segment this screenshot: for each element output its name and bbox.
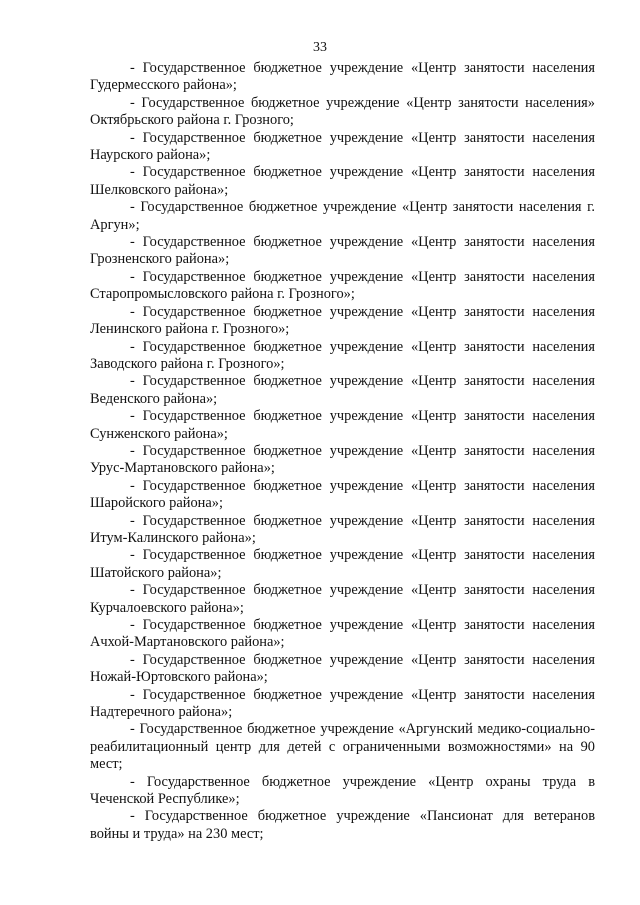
- list-item: - Государственное бюджетное учреждение «Центр занятости населения Урус-Мартановского района»;: [90, 442, 595, 477]
- list-item: - Государственное бюджетное учреждение «Центр занятости населения Гудермесского района»;: [90, 60, 595, 94]
- list-item: - Государственное бюджетное учреждение «Центр занятости населения» Октябрьского района г. Грозного;: [90, 94, 595, 129]
- list-item: - Государственное бюджетное учреждение «Центр занятости населения Ачхой-Мартановского района»;: [90, 617, 595, 651]
- list-item: - Государственное бюджетное учреждение «Центр занятости населения Шатойского района»;: [90, 547, 595, 581]
- list-item: - Государственное бюджетное учреждение «Центр занятости населения г. Аргун»;: [90, 199, 595, 233]
- list-item: - Государственное бюджетное учреждение «Центр занятости населения Итум-Калинского района»;: [90, 512, 595, 546]
- list-item: - Государственное бюджетное учреждение «Центр занятости населения Надтеречного района»;: [90, 686, 595, 721]
- institution-list: [90, 60, 595, 843]
- list-item: - Государственное бюджетное учреждение «Центр занятости населения Заводского района г. Грозного»;: [90, 338, 595, 372]
- list-item: - Государственное бюджетное учреждение «Центр занятости населения Ножай-Юртовского района»;: [90, 651, 595, 686]
- list-item: - Государственное бюджетное учреждение «Центр занятости населения Курчалоевского района»;: [90, 582, 595, 616]
- list-item: - Государственное бюджетное учреждение «Центр занятости населения Наурского района»;: [90, 129, 595, 164]
- list-item: - Государственное бюджетное учреждение «Центр занятости населения Сунженского района»;: [90, 408, 595, 442]
- page-number: 33: [313, 40, 327, 55]
- list-item: - Государственное бюджетное учреждение «Центр занятости населения Старопромысловского района г. Грозного»;: [90, 268, 595, 303]
- list-item: - Государственное бюджетное учреждение «Центр занятости населения Грозненского района»;: [90, 234, 595, 268]
- list-item: - Государственное бюджетное учреждение «Центр занятости населения Шелковского района»;: [90, 164, 595, 198]
- list-item: - Государственное бюджетное учреждение «Центр охраны труда в Чеченской Республике»;: [90, 773, 595, 808]
- list-item: - Государственное бюджетное учреждение «Аргунский медико-социально-реабилитационный центр для детей с ограниченными возможностями» на 90 мест;: [90, 721, 595, 773]
- list-item: - Государственное бюджетное учреждение «Пансионат для ветеранов войны и труда» на 230 мест;: [90, 808, 595, 842]
- list-item: - Государственное бюджетное учреждение «Центр занятости населения Шаройского района»;: [90, 477, 595, 512]
- list-item: - Государственное бюджетное учреждение «Центр занятости населения Веденского района»;: [90, 373, 595, 407]
- list-item: - Государственное бюджетное учреждение «Центр занятости населения Ленинского района г. Грозного»;: [90, 303, 595, 338]
